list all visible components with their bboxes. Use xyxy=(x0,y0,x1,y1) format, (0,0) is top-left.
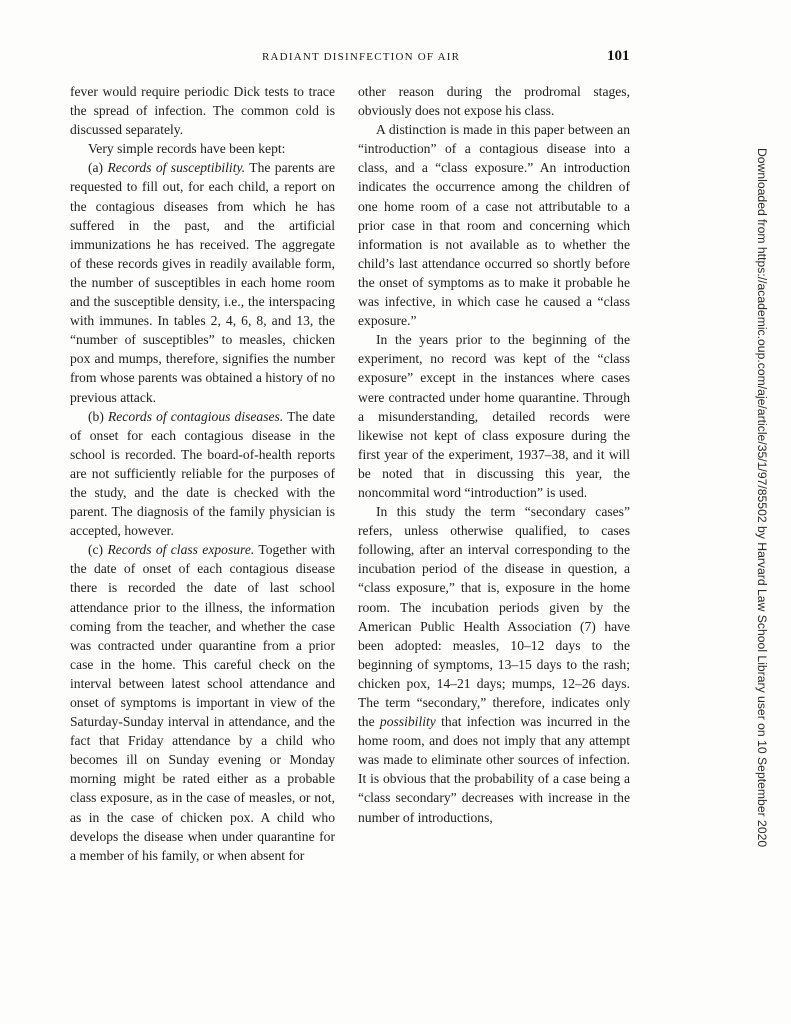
paragraph: In the years prior to the beginning of the experiment, no record was kept of the “class exposure” except in the instances where cases were contracted under home quarantine. Through a misunderstanding, detailed records were likewise not kept of class exposure during the first year of the experiment, 1937–38, and it will be noted that in discussing this year, the noncommital word “introduction” is used. xyxy=(358,332,630,500)
subsection-label: (b) xyxy=(88,408,104,424)
emphasis: possibility xyxy=(379,714,436,730)
subsection-title: Records of class exposure. xyxy=(107,542,255,558)
paragraph xyxy=(358,502,630,827)
left-column xyxy=(70,82,335,865)
subsection-title: Records of contagious diseases. xyxy=(107,408,284,424)
right-column xyxy=(358,82,630,827)
subsection-text: The parents are requested to fill out, for each child, a report on the contagious diseases from which he has suffered in the past, and the artificial immunizations he has received. The aggregate of these records gives in readily available form, the number of susceptibles in each home room and the susceptible density, i.e., the interspacing with immunes. In tables 2, 4, 6, 8, and 13, the “number of susceptibles” to measles, chicken pox and mumps, therefore, signifies the number from whose parents was obtained a history of no previous attack. xyxy=(70,160,335,405)
download-watermark xyxy=(749,148,773,858)
running-title: RADIANT DISINFECTION OF AIR xyxy=(262,51,461,63)
subsection-c xyxy=(70,540,335,865)
subsection-title: Records of susceptibility. xyxy=(107,160,246,176)
subsection-a xyxy=(70,158,335,406)
paragraph: Very simple records have been kept: xyxy=(88,141,286,157)
paragraph: A distinction is made in this paper between an “introduction” of a contagious disease into a class, and a “class exposure.” An introduction indicates the occurrence among the children of one home room of a case not attributable to a prior case in that room and concerning which information is not available as to whether the child’s last attendance occurred so shortly before the onset of symptoms as to make it probable he was infective, in which case he caused a “class exposure.” xyxy=(358,122,630,329)
subsection-label: (a) xyxy=(88,160,104,176)
page-number: 101 xyxy=(607,48,630,64)
download-watermark-text: Downloaded from https://academic.oup.com/aje/article/35/1/97/85502 by Harvard Law School Library user on 10 September 2020 xyxy=(755,148,769,848)
subsection-label: (c) xyxy=(88,542,104,558)
subsection-b xyxy=(70,407,335,541)
paragraph: other reason during the prodromal stages, obviously does not expose his class. xyxy=(358,84,630,119)
subsection-text: The date of onset for each contagious disease in the school is recorded. The board-of-health reports are not sufficiently reliable for the purposes of the study, and the date is checked with the parent. The diagnosis of the family physician is accepted, however. xyxy=(70,408,335,539)
paragraph-text: that infection was incurred in the home room, and does not imply that any attempt was made to eliminate other sources of infection. It is obvious that the probability of a case being a “class secondary” decreases with increase in the number of introductions, xyxy=(358,714,630,825)
paragraph: fever would require periodic Dick tests to trace the spread of infection. The common cold is discussed separately. xyxy=(70,84,335,138)
paragraph-text: In this study the term “secondary cases” refers, unless otherwise qualified, to cases following, after an interval corresponding to the incubation period of the disease in question, a “class exposure,” that is, exposure in the home room. The incubation periods given by the American Public Health Association (7) have been adopted: measles, 10–12 days to the beginning of symptoms, 13–15 days to the rash; chicken pox, 14–21 days; mumps, 12–26 days. The term “secondary,” therefore, indicates only the xyxy=(358,504,630,730)
subsection-text: Together with the date of onset of each contagious disease there is recorded the date of last school attendance prior to the illness, the information coming from the teacher, and whether the case was contracted under quarantine from a prior case in the home. This careful check on the interval between latest school attendance and onset of symptoms is important in view of the Saturday-Sunday interval in attendance, and the fact that Friday attendance by a child who becomes ill on Sunday evening or Monday morning might be rated either as a probable class exposure, as in the case of measles, or not, as in the case of chicken pox. A child who develops the disease when under quarantine for a member of his family, or when absent for xyxy=(70,542,336,863)
